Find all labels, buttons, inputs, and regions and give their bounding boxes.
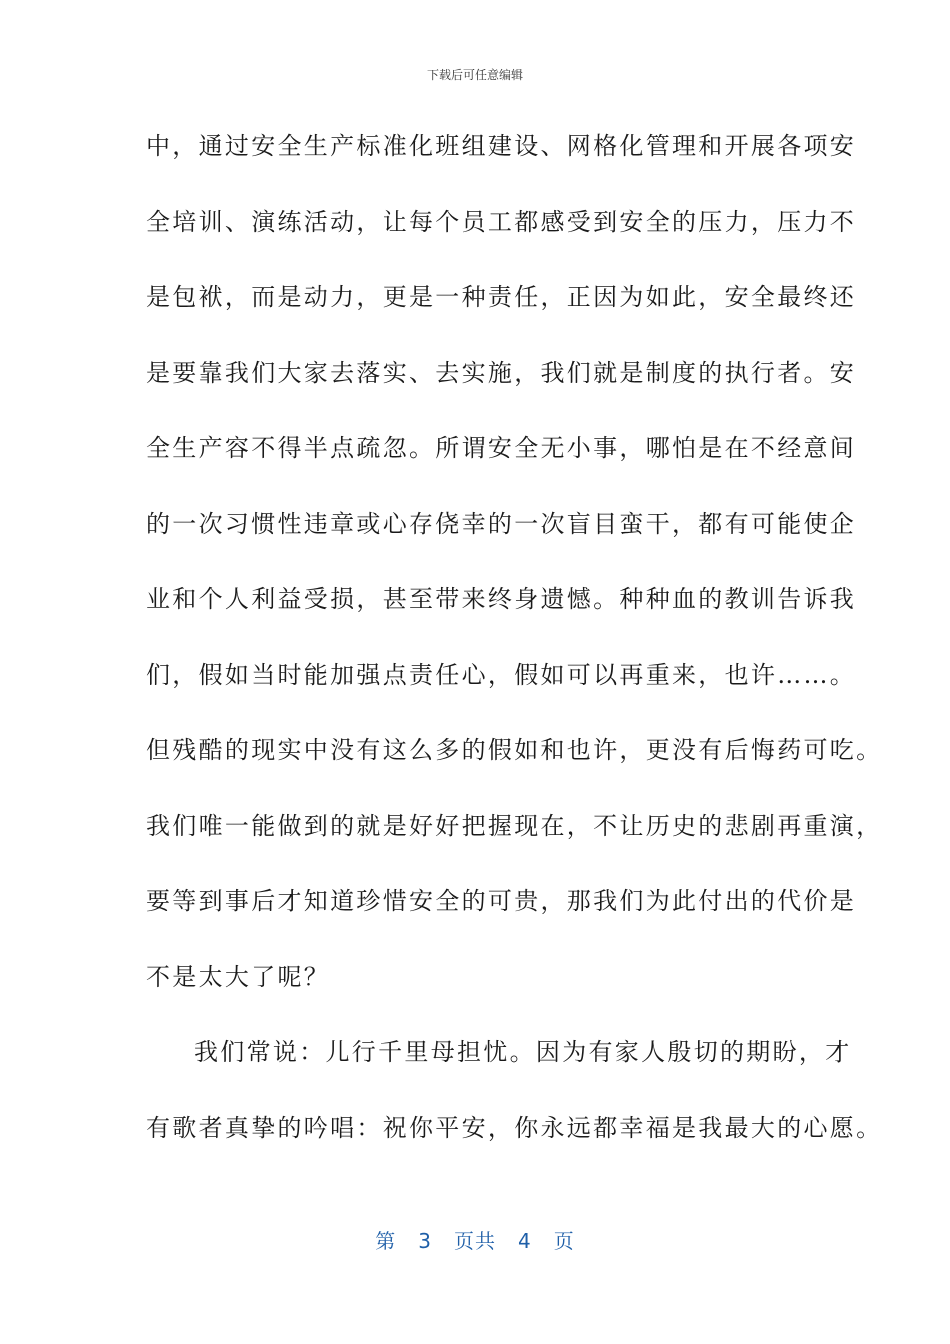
body-line-9: 但残酷的现实中没有这么多的假如和也许，更没有后悔药可吃。	[146, 736, 883, 764]
body-line-8: 们，假如当时能加强点责任心，假如可以再重来，也许……。	[146, 660, 857, 689]
footer-total-pages: 4	[518, 1229, 532, 1253]
footer-prefix: 第	[375, 1229, 397, 1253]
body-line-1: 中，通过安全生产标准化班组建设、网格化管理和开展各项安	[146, 132, 857, 160]
body-line-10: 我们唯一能做到的就是好好把握现在，不让历史的悲剧再重演，	[146, 811, 883, 840]
body-line-11: 要等到事后才知道珍惜安全的可贵，那我们为此付出的代价是	[146, 887, 857, 915]
body-line-3: 是包袱，而是动力，更是一种责任，正因为如此，安全最终还	[146, 283, 857, 311]
page-footer	[0, 1225, 950, 1254]
body-line-5: 全生产容不得半点疏忽。所谓安全无小事，哪怕是在不经意间	[146, 434, 857, 462]
body-line-7: 业和个人利益受损，甚至带来终身遗憾。种种血的教训告诉我	[146, 585, 857, 613]
footer-page-number: 3	[418, 1229, 432, 1253]
body-line-14: 有歌者真挚的吟唱：祝你平安，你永远都幸福是我最大的心愿。	[146, 1113, 883, 1142]
body-line-6: 的一次习惯性违章或心存侥幸的一次盲目蛮干，都有可能使企	[146, 509, 857, 538]
body-line-4: 是要靠我们大家去落实、去实施，我们就是制度的执行者。安	[146, 358, 857, 387]
document-body	[146, 118, 883, 1175]
body-line-12: 不是太大了呢？	[146, 962, 331, 991]
footer-suffix: 页	[553, 1229, 575, 1253]
body-line-2: 全培训、演练活动，让每个员工都感受到安全的压力，压力不	[146, 207, 857, 236]
page-header: 下载后可任意编辑	[426, 68, 523, 82]
footer-middle: 页共	[454, 1229, 496, 1253]
body-line-13: 我们常说：儿行千里母担忧。因为有家人殷切的期盼，才	[194, 1038, 852, 1066]
